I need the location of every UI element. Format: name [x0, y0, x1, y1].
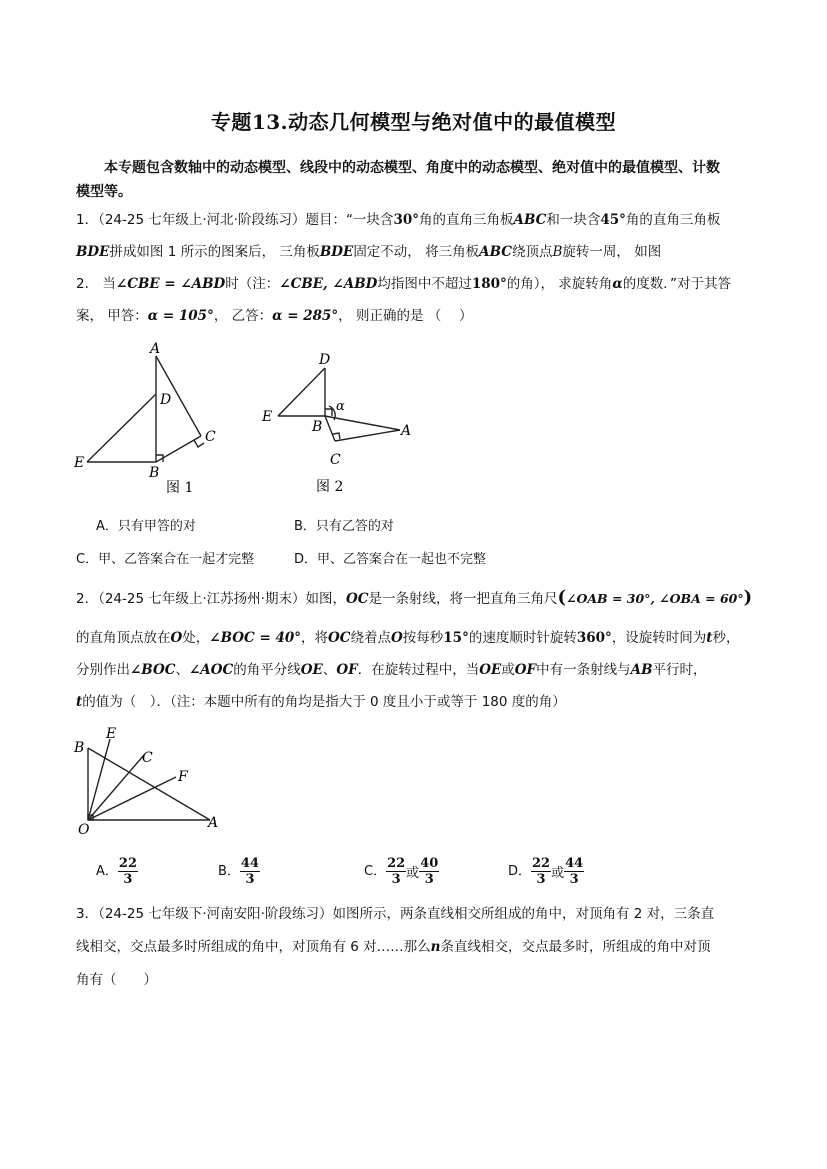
q2-line-2 [76, 626, 740, 646]
q2-text: 分别作出 [76, 662, 130, 678]
denominator: 3 [536, 872, 546, 887]
q1-text: 1．（24-25 七年级上·河北·阶段练习）题目：“一块含 [76, 212, 394, 228]
fig1-label-a: A [150, 341, 161, 357]
q1-line-1 [76, 208, 720, 228]
q2-option-b-fraction [240, 856, 260, 887]
q2-text: 秒， [712, 630, 740, 646]
numerator: 22 [387, 856, 406, 871]
q2-math: OC [345, 591, 369, 607]
q2-text: ，设旋转时间为 [611, 630, 707, 646]
q1-math: α [612, 276, 623, 292]
q3-line-3: 角有（ ） [76, 972, 157, 988]
fig1-label-e: E [74, 455, 85, 471]
q2-text: 、 [175, 662, 189, 678]
q1-option-b[interactable]: B．只有乙答的对 [294, 519, 394, 534]
q1-text: 均指图中不超过 [377, 276, 472, 292]
q2-math: t [76, 694, 83, 710]
q1-text: 拼成如图 1 所示的图案后， 三角板 [109, 244, 320, 260]
q2-option-a-label: A． [96, 864, 118, 879]
q1-option-d[interactable]: D．甲、乙答案合在一起也不完整 [294, 552, 487, 567]
q2-option-b[interactable] [218, 856, 260, 887]
q2-text: 的直角顶点放在 [76, 630, 171, 646]
q2-line-4 [76, 690, 566, 710]
fig1-caption: 图 1 [166, 480, 194, 496]
q2-option-b-label: B． [218, 864, 240, 879]
q2-figure [70, 724, 230, 840]
q2-math: OF [514, 662, 537, 678]
q1-text: 旋转一周， 如图 [562, 244, 662, 260]
q2-option-d-label: D． [508, 864, 532, 879]
q2-text: 处， [182, 630, 210, 646]
fig2-right-angle-b [325, 409, 332, 416]
q1-math: ∠CBE, ∠ABD [279, 276, 378, 292]
fig1-label-c: C [205, 429, 216, 445]
q2-text: 2．（24-25 七年级上·江苏扬州·期末）如图， [76, 591, 346, 607]
q2-math: ∠BOC = 40° [209, 630, 301, 646]
q2-math: OF [336, 662, 358, 678]
denominator: 3 [569, 872, 579, 887]
q1-text: 角的直角三角板 [418, 212, 514, 228]
fig2-label-a: A [401, 423, 412, 439]
denominator: 3 [123, 872, 133, 887]
fig1-edge-ed [87, 394, 156, 462]
q1-text: 的度数．”对于其答 [622, 276, 731, 292]
q1-line-3 [76, 272, 731, 292]
numerator: 44 [565, 856, 584, 871]
numerator: 44 [240, 856, 260, 871]
q1-text: 2． 当 [76, 276, 116, 292]
fig2-label-b: B [312, 419, 323, 435]
q1-line-4 [76, 304, 473, 324]
q1-text: 固定不动， 将三角板 [353, 244, 480, 260]
q1-math: α = 105° [147, 308, 214, 324]
q2-fig-label-e: E [106, 726, 117, 742]
q1-text: 的角）， 求旋转角 [506, 276, 613, 292]
fig2-caption: 图 2 [316, 479, 344, 494]
q2-text: 平行时， [652, 662, 707, 678]
fig2-label-e: E [262, 409, 273, 425]
q2-line-1: 2．（24-25 七年级上·江苏扬州·期末）如图，OC是一条射线，将一把直角三角尺(∠OAB = 30°, ∠OBA = 60°) [76, 587, 753, 608]
q1-math: ∠CBE = ∠ABD [115, 276, 226, 292]
q2-fig-ray-of [88, 777, 176, 820]
q2-text: 或 [501, 662, 515, 678]
q2-math: O [391, 630, 403, 646]
q2-math: ∠OAB = 30°, ∠OBA = 60° [566, 591, 744, 606]
q2-line-3 [76, 658, 707, 678]
q2-text: 是一条射线，将一把直角三角尺 [368, 591, 558, 607]
fig2-edge-ba [325, 416, 400, 430]
q2-option-c-fraction-2 [419, 856, 439, 887]
q2-math: 360° [576, 630, 612, 646]
q2-text: 中有一条射线与 [536, 662, 631, 678]
denominator: 3 [391, 872, 401, 887]
fig1-label-b: B [149, 465, 160, 481]
q2-text: 的速度顺时针旋转 [468, 630, 577, 646]
q2-fig-label-b: B [74, 740, 85, 756]
q1-text: ， 乙答： [213, 308, 273, 324]
q2-option-c-fraction-1 [386, 856, 406, 887]
q2-option-d-fraction-1 [531, 856, 551, 887]
q2-text: 按每秒 [402, 630, 444, 646]
or-text: 或 [551, 866, 565, 881]
q1-math: 30° [393, 212, 419, 228]
q2-math: OC [328, 630, 351, 646]
denominator: 3 [424, 872, 434, 887]
q1-math: 45° [600, 212, 626, 228]
fig2-label-alpha: α [336, 399, 345, 414]
q2-math: 15° [443, 630, 469, 646]
q2-text: 、 [322, 662, 337, 678]
q1-math: BDE [319, 244, 354, 260]
or-text: 或 [406, 866, 420, 881]
fig2-edge-ca [335, 430, 400, 441]
fig2-edge-bc [325, 416, 335, 441]
q1-figure-1 [70, 338, 230, 498]
q2-option-c-label: C． [364, 864, 387, 879]
q2-text: ，将 [301, 630, 328, 646]
fig2-edge-de [278, 368, 325, 416]
q1-text: 绕顶点 [512, 244, 553, 260]
q1-math: BDE [76, 244, 110, 260]
q2-math: OE [479, 662, 502, 678]
q2-option-a[interactable] [96, 856, 138, 887]
q2-fig-label-o: O [78, 822, 90, 838]
q2-fig-label-f: F [178, 769, 188, 785]
q2-math: t [706, 630, 713, 646]
q1-text: 角的直角三角板 [625, 212, 721, 228]
q1-text: 和一块含 [546, 212, 601, 228]
fig1-label-d: D [160, 392, 172, 408]
q2-fig-label-a: A [208, 815, 219, 831]
q1-math: ABC [513, 212, 547, 228]
q1-text: 案， 甲答： [76, 308, 148, 324]
numerator: 40 [420, 856, 439, 871]
q1-math: ABC [479, 244, 512, 260]
denominator: 3 [245, 872, 255, 887]
q3-text: 线相交，交点最多时所组成的角中，对顶角有 6 对……那么 [76, 939, 431, 955]
q1-line-2 [76, 240, 661, 260]
q2-option-a-fraction [118, 856, 138, 887]
q2-option-d-fraction-2 [564, 856, 584, 887]
q2-option-c[interactable] [364, 856, 439, 887]
q1-math: α = 285° [272, 308, 339, 324]
q1-option-a[interactable]: A．只有甲答的对 [96, 519, 196, 534]
q2-math: OE [300, 662, 323, 678]
fig2-label-c: C [330, 452, 341, 468]
q2-math: ∠BOC [130, 662, 176, 678]
q2-text: 绕着点 [350, 630, 392, 646]
q2-math: ∠AOC [188, 662, 234, 678]
q3-text: 条直线相交，交点最多时，所组成的角中对顶 [440, 939, 711, 955]
q1-math: 180° [471, 276, 507, 292]
intro-line-2: 模型等。 [76, 184, 132, 200]
q2-text: 的角平分线 [233, 662, 301, 678]
page-title: 专题13.动态几何模型与绝对值中的最值模型 [210, 110, 617, 134]
q2-option-d[interactable] [508, 856, 584, 887]
q2-fig-label-c: C [142, 750, 153, 766]
q3-line-1: 3．（24-25 七年级下·河南安阳·阶段练习）如图所示，两条直线相交所组成的角中，对顶角有 2 对，三条直 [76, 906, 715, 922]
q2-math: O [170, 630, 183, 646]
q1-option-c[interactable]: C．甲、乙答案合在一起才完整 [76, 552, 255, 567]
fig2-label-d: D [319, 352, 331, 368]
numerator: 22 [532, 856, 551, 871]
q2-text: ．在旋转过程中，当 [357, 662, 480, 678]
q1-text: ， 则正确的是 （ ） [338, 308, 473, 324]
q2-math: AB [630, 662, 653, 678]
intro-line-1: 本专题包含数轴中的动态模型、线段中的动态模型、角度中的动态模型、绝对值中的最值模型、计数 [104, 160, 720, 176]
q3-math: n [430, 939, 441, 955]
q2-text: 的值为（ ）．（注：本题中所有的角均是指大于 0 度且小于或等于 180 度的角） [82, 694, 566, 710]
q1-figure-2 [258, 346, 418, 494]
q1-text: 时（注： [225, 276, 280, 292]
fig1-right-angle-c [194, 440, 204, 447]
q3-line-2 [76, 935, 711, 955]
numerator: 22 [118, 856, 137, 871]
q1-math: B [552, 244, 563, 260]
